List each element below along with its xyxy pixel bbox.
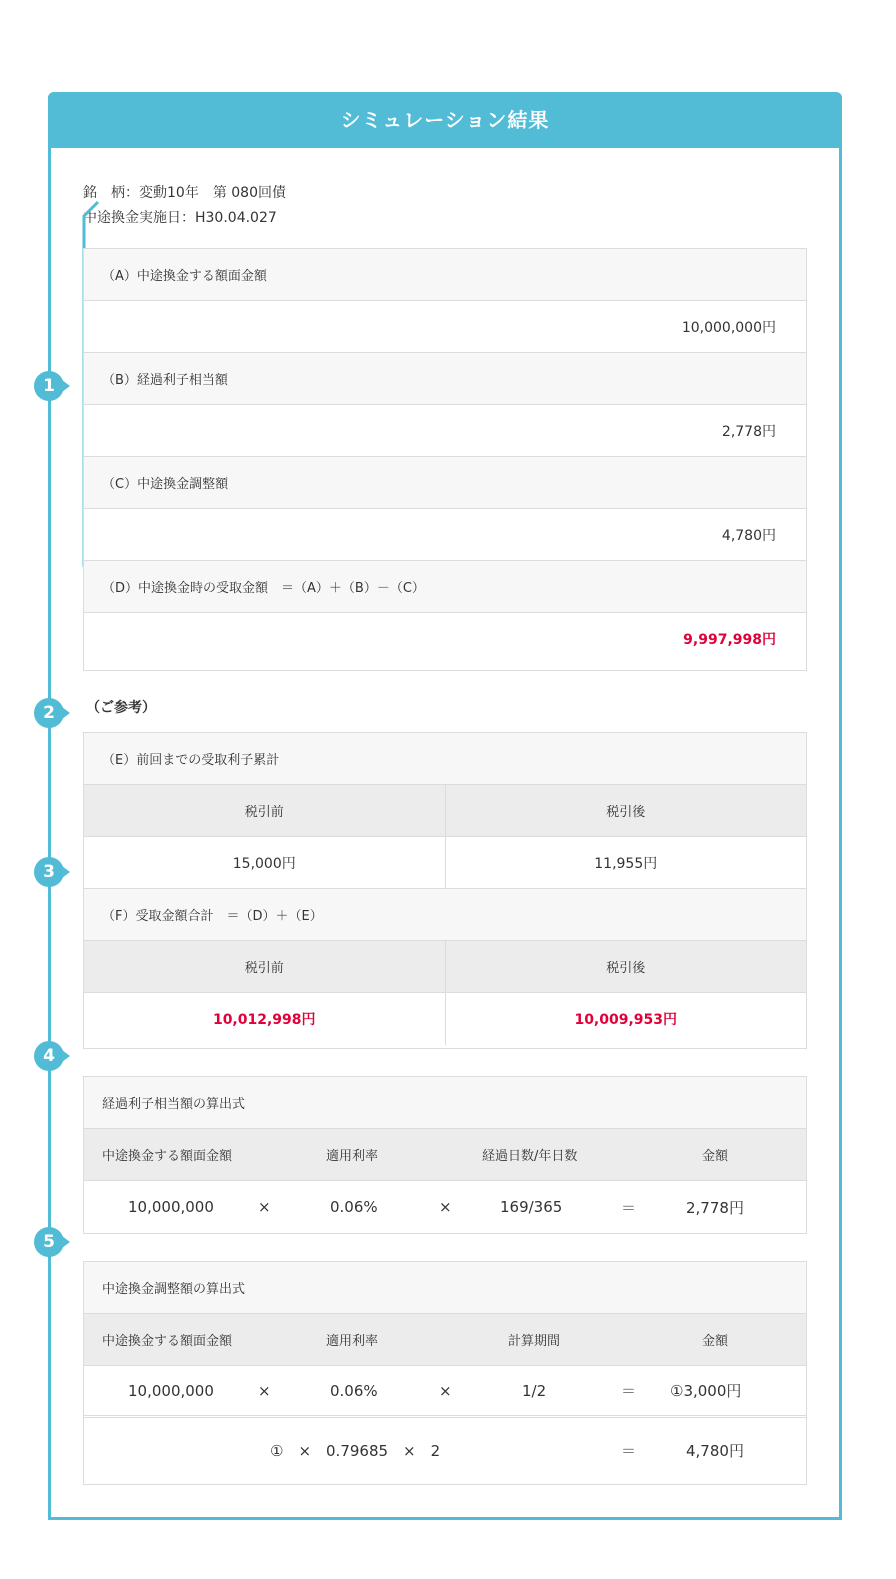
badge-2-number: 2 <box>43 703 55 723</box>
formula-b-rate: 0.06% <box>330 1198 378 1216</box>
formula-b-table <box>83 1076 807 1234</box>
formula-b-col2: 適用利率 <box>326 1149 379 1164</box>
row-e-colhead <box>84 785 806 837</box>
formula-c-col3: 計算期間 <box>508 1334 561 1349</box>
formula-c-col4: 金額 <box>702 1334 729 1349</box>
multiply-sign: × <box>258 1198 271 1216</box>
row-b-label: （B）経過利子相当額 <box>84 353 806 405</box>
formula-c-colhead <box>84 1314 806 1366</box>
f-after-value: 10,009,953円 <box>445 993 807 1045</box>
row-c-label: （C）中途換金調整額 <box>84 457 806 509</box>
badge-5-number: 5 <box>43 1232 55 1252</box>
equals-sign: ＝ <box>621 1382 637 1400</box>
row-e-label: （E）前回までの受取利子累計 <box>84 733 806 785</box>
formula-c-table <box>83 1261 807 1485</box>
formula-c-result: ①3,000円 <box>670 1382 742 1400</box>
formula-c-line2-result: 4,780円 <box>686 1441 744 1460</box>
before-tax-header: 税引前 <box>244 961 284 976</box>
row-f-colhead <box>84 941 806 993</box>
badge-2-icon <box>34 698 64 728</box>
formula-c-title-row <box>84 1262 806 1314</box>
formula-b-result: 2,778円 <box>686 1198 744 1217</box>
before-tax-header: 税引前 <box>244 805 284 820</box>
formula-b-col4: 金額 <box>702 1149 729 1164</box>
f-before-value: 10,012,998円 <box>212 1012 316 1028</box>
formula-b-days: 169/365 <box>500 1198 563 1216</box>
formula-b-col3: 経過日数/年日数 <box>482 1149 578 1164</box>
redemption-date: 中途換金実施日：H30.04.027 <box>83 210 277 226</box>
formula-b-colhead <box>84 1129 806 1181</box>
equals-sign: ＝ <box>621 1198 637 1217</box>
badge-5-icon <box>34 1227 64 1257</box>
row-e-values <box>84 837 806 889</box>
formula-b-title-row <box>84 1077 806 1129</box>
formula-b-title: 経過利子相当額の算出式 <box>102 1097 246 1112</box>
multiply-sign: × <box>258 1381 271 1400</box>
bond-name: 銘 柄：変動10年 第 080回債 <box>83 185 286 201</box>
row-f-values <box>84 993 806 1045</box>
after-tax-header: 税引後 <box>445 941 807 992</box>
badge-1-number: 1 <box>43 376 55 396</box>
badge-4-icon <box>34 1041 64 1071</box>
formula-c-col1: 中途換金する額面金額 <box>102 1334 233 1349</box>
e-after-value: 11,955円 <box>445 837 807 888</box>
equals-sign: ＝ <box>621 1441 637 1460</box>
row-a-label: （A）中途換金する額面金額 <box>84 249 806 301</box>
panel-title: シミュレーション結果 <box>48 92 842 148</box>
multiply-sign: × <box>439 1198 452 1216</box>
after-tax-header: 税引後 <box>445 785 807 836</box>
formula-c-col2: 適用利率 <box>326 1334 379 1349</box>
reference-table <box>83 732 807 1049</box>
formula-c-line2-expr: ① × 0.79685 × 2 <box>270 1441 441 1460</box>
formula-b-col1: 中途換金する額面金額 <box>102 1149 233 1164</box>
badge-3-icon <box>34 857 64 887</box>
badge-4-number: 4 <box>43 1046 55 1066</box>
multiply-sign: × <box>439 1381 452 1400</box>
formula-c-line2 <box>84 1418 806 1482</box>
row-d-value: 9,997,998円 <box>84 613 806 665</box>
row-b-value: 2,778円 <box>84 405 806 457</box>
e-before-value: 15,000円 <box>232 855 296 872</box>
row-c-value: 4,780円 <box>84 509 806 561</box>
formula-b-values <box>84 1181 806 1233</box>
formula-c-title: 中途換金調整額の算出式 <box>102 1282 246 1297</box>
formula-c-rate: 0.06% <box>330 1381 378 1400</box>
row-f-label: （F）受取金額合計 ＝（D）＋（E） <box>84 889 806 941</box>
formula-b-face-value: 10,000,000 <box>128 1198 214 1216</box>
row-a-value: 10,000,000円 <box>84 301 806 353</box>
formula-c-period: 1/2 <box>522 1381 547 1400</box>
result-table <box>83 248 807 671</box>
formula-c-values <box>84 1366 806 1418</box>
badge-3-number: 3 <box>43 862 55 882</box>
formula-c-face-value: 10,000,000 <box>128 1381 214 1400</box>
badge-1-icon <box>34 371 64 401</box>
row-d-label: （D）中途換金時の受取金額 ＝（A）＋（B）－（C） <box>84 561 806 613</box>
reference-heading: （ご参考） <box>86 700 156 716</box>
